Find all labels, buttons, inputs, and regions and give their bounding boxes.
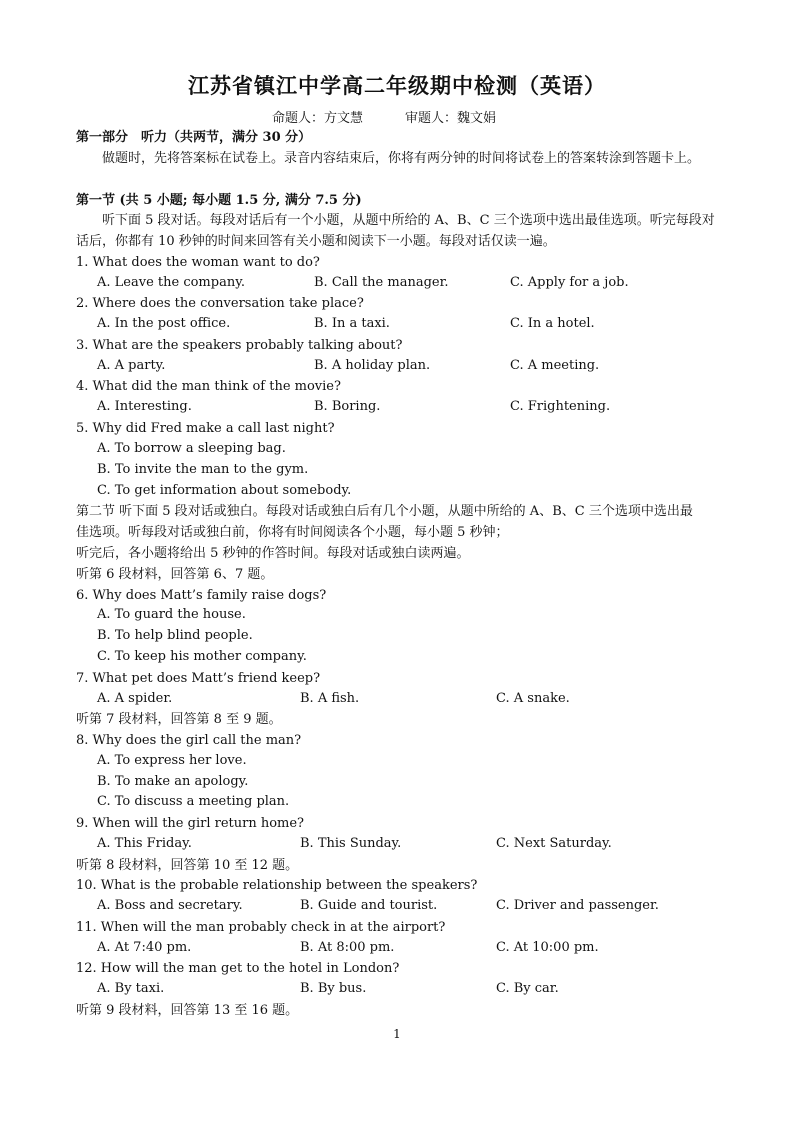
q4-option-a: A. Interesting. (97, 399, 192, 414)
q11-option-c: C. At 10:00 pm. (496, 940, 599, 955)
q7-option-c: C. A snake. (496, 691, 570, 706)
question-1: 1. What does the woman want to do? (76, 255, 320, 270)
question-7: 7. What pet does Matt’s friend keep? (76, 671, 321, 686)
question-11: 11. When will the man probably check in at the airport? (76, 920, 446, 935)
section1-intro: 听下面 5 段对话。每段对话后有一个小题，从题中所给的 A、B、C 三个选项中选出最佳选项。听完每段对话后，你都有 10 秒钟的时间来回答有关小题和阅读下一小题。每段对话仅读一遍。 (76, 213, 715, 249)
material-9: 听第 9 段材料，回答第 13 至 16 题。 (76, 1003, 299, 1018)
exam-title: 江苏省镇江中学高二年级期中检测（英语） (188, 74, 606, 98)
q5-option-b: B. To invite the man to the gym. (97, 462, 309, 477)
question-8: 8. Why does the girl call the man? (76, 733, 302, 748)
q2-option-a: A. In the post office. (97, 316, 231, 331)
q9-option-c: C. Next Saturday. (496, 836, 612, 851)
q10-option-b: B. Guide and tourist. (300, 898, 438, 913)
q2-option-b: B. In a taxi. (314, 316, 390, 331)
q1-option-a: A. Leave the company. (97, 275, 245, 290)
q3-option-c: C. A meeting. (510, 358, 600, 373)
q8-option-c: C. To discuss a meeting plan. (97, 794, 290, 809)
question-2: 2. Where does the conversation take place? (76, 296, 364, 311)
q11-option-b: B. At 8:00 pm. (300, 940, 395, 955)
q2-option-c: C. In a hotel. (510, 316, 595, 331)
question-3: 3. What are the speakers probably talking about? (76, 338, 403, 353)
question-5: 5. Why did Fred make a call last night? (76, 421, 335, 436)
q12-option-b: B. By bus. (300, 981, 367, 996)
page-number: 1 (393, 1027, 401, 1041)
section2-line2: 佳选项。听每段对话或独白前，你将有时间阅读各个小题，每小题 5 秒钟； (76, 525, 509, 540)
reviewer: 审题人：魏文娟 (405, 111, 497, 126)
q6-option-a: A. To guard the house. (97, 607, 246, 622)
q10-option-a: A. Boss and secretary. (97, 898, 243, 913)
material-8: 听第 8 段材料，回答第 10 至 12 题。 (76, 858, 299, 873)
q1-option-c: C. Apply for a job. (510, 275, 629, 290)
question-6: 6. Why does Matt’s family raise dogs? (76, 588, 327, 603)
q1-option-b: B. Call the manager. (314, 275, 449, 290)
question-9: 9. When will the girl return home? (76, 816, 305, 831)
q4-option-b: B. Boring. (314, 399, 381, 414)
part1-heading: 第一部分 听力（共两节，满分 30 分） (76, 130, 312, 145)
q6-option-c: C. To keep his mother company. (97, 649, 307, 664)
question-10: 10. What is the probable relationship between the speakers? (76, 878, 478, 893)
part1-intro: 做题时，先将答案标在试卷上。录音内容结束后，你将有两分钟的时间将试卷上的答案转涂到答题卡上。 (102, 151, 701, 166)
q10-option-c: C. Driver and passenger. (496, 898, 659, 913)
q7-option-a: A. A spider. (97, 691, 173, 706)
q3-option-b: B. A holiday plan. (314, 358, 431, 373)
q7-option-b: B. A fish. (300, 691, 360, 706)
q5-option-a: A. To borrow a sleeping bag. (97, 441, 286, 456)
q12-option-a: A. By taxi. (97, 981, 165, 996)
question-4: 4. What did the man think of the movie? (76, 379, 341, 394)
q3-option-a: A. A party. (97, 358, 166, 373)
material-7: 听第 7 段材料，回答第 8 至 9 题。 (76, 712, 282, 727)
setter: 命题人：方文慧 (272, 111, 364, 126)
material-6: 听第 6 段材料，回答第 6、7 题。 (76, 567, 274, 582)
section1-heading: 第一节 (共 5 小题; 每小题 1.5 分, 满分 7.5 分) (76, 193, 362, 208)
q9-option-b: B. This Sunday. (300, 836, 402, 851)
section2-line3: 听完后，各小题将给出 5 秒钟的作答时间。每段对话或独白读两遍。 (76, 546, 470, 561)
q4-option-c: C. Frightening. (510, 399, 611, 414)
q11-option-a: A. At 7:40 pm. (97, 940, 192, 955)
q8-option-a: A. To express her love. (97, 753, 247, 768)
question-12: 12. How will the man get to the hotel in London? (76, 961, 400, 976)
section2-line1: 第二节 听下面 5 段对话或独白。每段对话或独白后有几个小题，从题中所给的 A、B、C 三个选项中选出最 (76, 504, 693, 519)
q12-option-c: C. By car. (496, 981, 559, 996)
q5-option-c: C. To get information about somebody. (97, 483, 352, 498)
q9-option-a: A. This Friday. (97, 836, 192, 851)
q6-option-b: B. To help blind people. (97, 628, 253, 643)
q8-option-b: B. To make an apology. (97, 774, 249, 789)
